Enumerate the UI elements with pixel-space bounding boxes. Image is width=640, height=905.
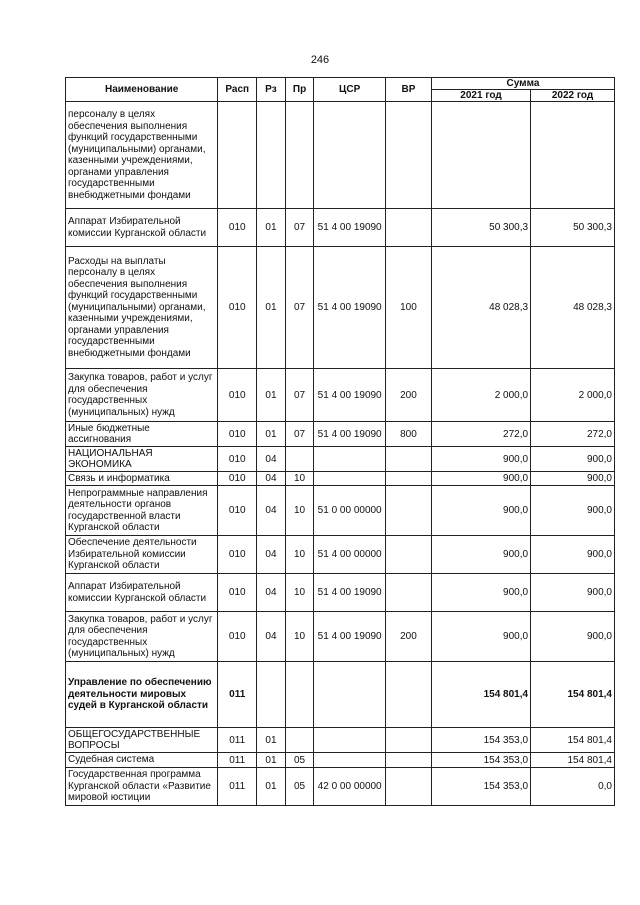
- table-cell-rz: [257, 102, 286, 209]
- table-cell-2021: 900,0: [431, 536, 530, 574]
- table-cell-pr: 07: [285, 247, 314, 369]
- table-cell-2022: 154 801,4: [531, 753, 615, 768]
- table-cell-rz: 01: [257, 369, 286, 422]
- table-cell-csr: [314, 753, 386, 768]
- table-cell-pr: 05: [285, 753, 314, 768]
- table-cell-2022: 50 300,3: [531, 209, 615, 247]
- table-cell-csr: [314, 662, 386, 728]
- table-cell-rz: 01: [257, 768, 286, 806]
- table-cell-2022: 2 000,0: [531, 369, 615, 422]
- table-cell-name: Обеспечение деятельности Избирательной комиссии Курганской области: [66, 536, 218, 574]
- table-row: [66, 422, 615, 447]
- table-cell-2021: 154 353,0: [431, 728, 530, 753]
- table-row: [66, 447, 615, 472]
- table-cell-2021: 2 000,0: [431, 369, 530, 422]
- table-cell-rasp: 010: [218, 447, 257, 472]
- table-body: [66, 102, 615, 806]
- table-cell-pr: 10: [285, 486, 314, 536]
- table-cell-pr: 07: [285, 369, 314, 422]
- table-cell-2022: 900,0: [531, 574, 615, 612]
- table-cell-pr: [285, 102, 314, 209]
- table-cell-rasp: 011: [218, 768, 257, 806]
- table-cell-rasp: [218, 102, 257, 209]
- table-cell-name: Государственная программа Курганской области «Развитие мировой юстиции: [66, 768, 218, 806]
- table-cell-rasp: 010: [218, 422, 257, 447]
- table-cell-name: Непрограммные направления деятельности органов государственной власти Курганской области: [66, 486, 218, 536]
- table-cell-name: Управление по обеспечению деятельности мировых судей в Курганской области: [66, 662, 218, 728]
- table-cell-vr: 200: [385, 612, 431, 662]
- table-cell-2022: 154 801,4: [531, 728, 615, 753]
- table-cell-csr: 51 4 00 00000: [314, 536, 386, 574]
- table-cell-2022: 0,0: [531, 768, 615, 806]
- table-cell-csr: 42 0 00 00000: [314, 768, 386, 806]
- table-cell-rasp: 011: [218, 728, 257, 753]
- table-cell-rasp: 010: [218, 247, 257, 369]
- table-cell-name: ОБЩЕГОСУДАРСТВЕННЫЕ ВОПРОСЫ: [66, 728, 218, 753]
- table-cell-rasp: 010: [218, 369, 257, 422]
- table-cell-rz: 01: [257, 728, 286, 753]
- table-cell-csr: 51 4 00 19090: [314, 422, 386, 447]
- table-cell-pr: 07: [285, 209, 314, 247]
- table-cell-2021: 272,0: [431, 422, 530, 447]
- table-cell-vr: 100: [385, 247, 431, 369]
- table-cell-vr: [385, 486, 431, 536]
- table-cell-2022: 272,0: [531, 422, 615, 447]
- table-cell-rasp: 010: [218, 574, 257, 612]
- table-cell-2022: 48 028,3: [531, 247, 615, 369]
- table-cell-rz: 01: [257, 209, 286, 247]
- table-cell-rz: 04: [257, 447, 286, 472]
- table-cell-csr: 51 4 00 19090: [314, 574, 386, 612]
- table-cell-2021: 154 353,0: [431, 753, 530, 768]
- table-cell-name: НАЦИОНАЛЬНАЯ ЭКОНОМИКА: [66, 447, 218, 472]
- header-rasp: Расп: [218, 78, 257, 102]
- table-row: [66, 768, 615, 806]
- table-cell-2021: 50 300,3: [431, 209, 530, 247]
- table-cell-name: Закупка товаров, работ и услуг для обеспечения государственных (муниципальных) нужд: [66, 369, 218, 422]
- table-row: [66, 536, 615, 574]
- table-cell-rz: 01: [257, 753, 286, 768]
- table-cell-2021: 900,0: [431, 472, 530, 486]
- header-name: Наименование: [66, 78, 218, 102]
- table-cell-rz: 04: [257, 574, 286, 612]
- table-cell-pr: 07: [285, 422, 314, 447]
- table-cell-name: Расходы на выплаты персоналу в целях обеспечения выполнения функций государственными (муниципальными) органами, казенными учреждениями, органами управления государственными внебюджетными фондами: [66, 247, 218, 369]
- header-pr: Пр: [285, 78, 314, 102]
- table-row: [66, 209, 615, 247]
- table-cell-csr: [314, 102, 386, 209]
- table-cell-csr: 51 4 00 19090: [314, 247, 386, 369]
- table-cell-rz: 01: [257, 422, 286, 447]
- table-cell-2021: [431, 102, 530, 209]
- header-2021: 2021 год: [431, 90, 530, 102]
- table-cell-name: Аппарат Избирательной комиссии Курганской области: [66, 574, 218, 612]
- header-rz: Рз: [257, 78, 286, 102]
- table-cell-csr: 51 0 00 00000: [314, 486, 386, 536]
- table-row: [66, 612, 615, 662]
- table-cell-rasp: 010: [218, 486, 257, 536]
- table-cell-rz: 04: [257, 486, 286, 536]
- table-cell-vr: [385, 536, 431, 574]
- table-cell-name: персоналу в целях обеспечения выполнения функций государственными (муниципальными) органами, казенными учреждениями, органами управления государственными внебюджетными фондами: [66, 102, 218, 209]
- table-cell-name: Иные бюджетные ассигнования: [66, 422, 218, 447]
- table-cell-2021: 900,0: [431, 574, 530, 612]
- table-row: [66, 369, 615, 422]
- table-cell-2022: 900,0: [531, 486, 615, 536]
- table-cell-vr: [385, 574, 431, 612]
- table-row: [66, 102, 615, 209]
- table-cell-rasp: 010: [218, 472, 257, 486]
- table-cell-vr: 200: [385, 369, 431, 422]
- table-cell-2021: 900,0: [431, 612, 530, 662]
- table-cell-rz: 04: [257, 612, 286, 662]
- table-cell-rasp: 011: [218, 662, 257, 728]
- table-cell-csr: 51 4 00 19090: [314, 612, 386, 662]
- table-cell-name: Связь и информатика: [66, 472, 218, 486]
- table-cell-2022: 900,0: [531, 447, 615, 472]
- table-cell-vr: [385, 447, 431, 472]
- table-cell-2021: 154 801,4: [431, 662, 530, 728]
- table-cell-csr: [314, 447, 386, 472]
- header-sum: Сумма: [431, 78, 614, 90]
- table-cell-2021: 48 028,3: [431, 247, 530, 369]
- table-cell-pr: 05: [285, 768, 314, 806]
- table-cell-pr: 10: [285, 612, 314, 662]
- table-cell-csr: 51 4 00 19090: [314, 209, 386, 247]
- table-cell-2022: 900,0: [531, 536, 615, 574]
- table-cell-vr: [385, 209, 431, 247]
- table-cell-vr: [385, 662, 431, 728]
- table-cell-rasp: 010: [218, 612, 257, 662]
- table-row: [66, 753, 615, 768]
- page-number: 246: [310, 54, 330, 66]
- table-cell-vr: [385, 728, 431, 753]
- table-cell-name: Аппарат Избирательной комиссии Курганской области: [66, 209, 218, 247]
- table-cell-name: Закупка товаров, работ и услуг для обеспечения государственных (муниципальных) нужд: [66, 612, 218, 662]
- table-row: [66, 662, 615, 728]
- table-row: [66, 728, 615, 753]
- table-cell-vr: [385, 102, 431, 209]
- table-cell-csr: [314, 472, 386, 486]
- header-csr: ЦСР: [314, 78, 386, 102]
- table-cell-2022: 900,0: [531, 472, 615, 486]
- table-cell-csr: [314, 728, 386, 753]
- table-cell-rz: [257, 662, 286, 728]
- table-cell-pr: [285, 728, 314, 753]
- table-cell-2021: 154 353,0: [431, 768, 530, 806]
- table-cell-rz: 04: [257, 472, 286, 486]
- table-row: [66, 486, 615, 536]
- table-cell-rz: 01: [257, 247, 286, 369]
- table-cell-2022: [531, 102, 615, 209]
- header-vr: ВР: [385, 78, 431, 102]
- table-cell-vr: [385, 753, 431, 768]
- table-cell-2022: 900,0: [531, 612, 615, 662]
- table-row: [66, 574, 615, 612]
- table-cell-2022: 154 801,4: [531, 662, 615, 728]
- table-cell-pr: 10: [285, 536, 314, 574]
- table-cell-name: Судебная система: [66, 753, 218, 768]
- table-row: [66, 247, 615, 369]
- budget-table: [65, 77, 615, 806]
- table-cell-rasp: 010: [218, 209, 257, 247]
- table-cell-pr: 10: [285, 472, 314, 486]
- table-cell-rasp: 010: [218, 536, 257, 574]
- table-cell-pr: [285, 662, 314, 728]
- table-cell-pr: [285, 447, 314, 472]
- table-cell-rasp: 011: [218, 753, 257, 768]
- table-cell-vr: [385, 768, 431, 806]
- table-cell-2021: 900,0: [431, 486, 530, 536]
- table-cell-vr: 800: [385, 422, 431, 447]
- table-cell-rz: 04: [257, 536, 286, 574]
- table-row: [66, 472, 615, 486]
- table-cell-csr: 51 4 00 19090: [314, 369, 386, 422]
- header-2022: 2022 год: [531, 90, 615, 102]
- table-cell-pr: 10: [285, 574, 314, 612]
- table-cell-vr: [385, 472, 431, 486]
- table-cell-2021: 900,0: [431, 447, 530, 472]
